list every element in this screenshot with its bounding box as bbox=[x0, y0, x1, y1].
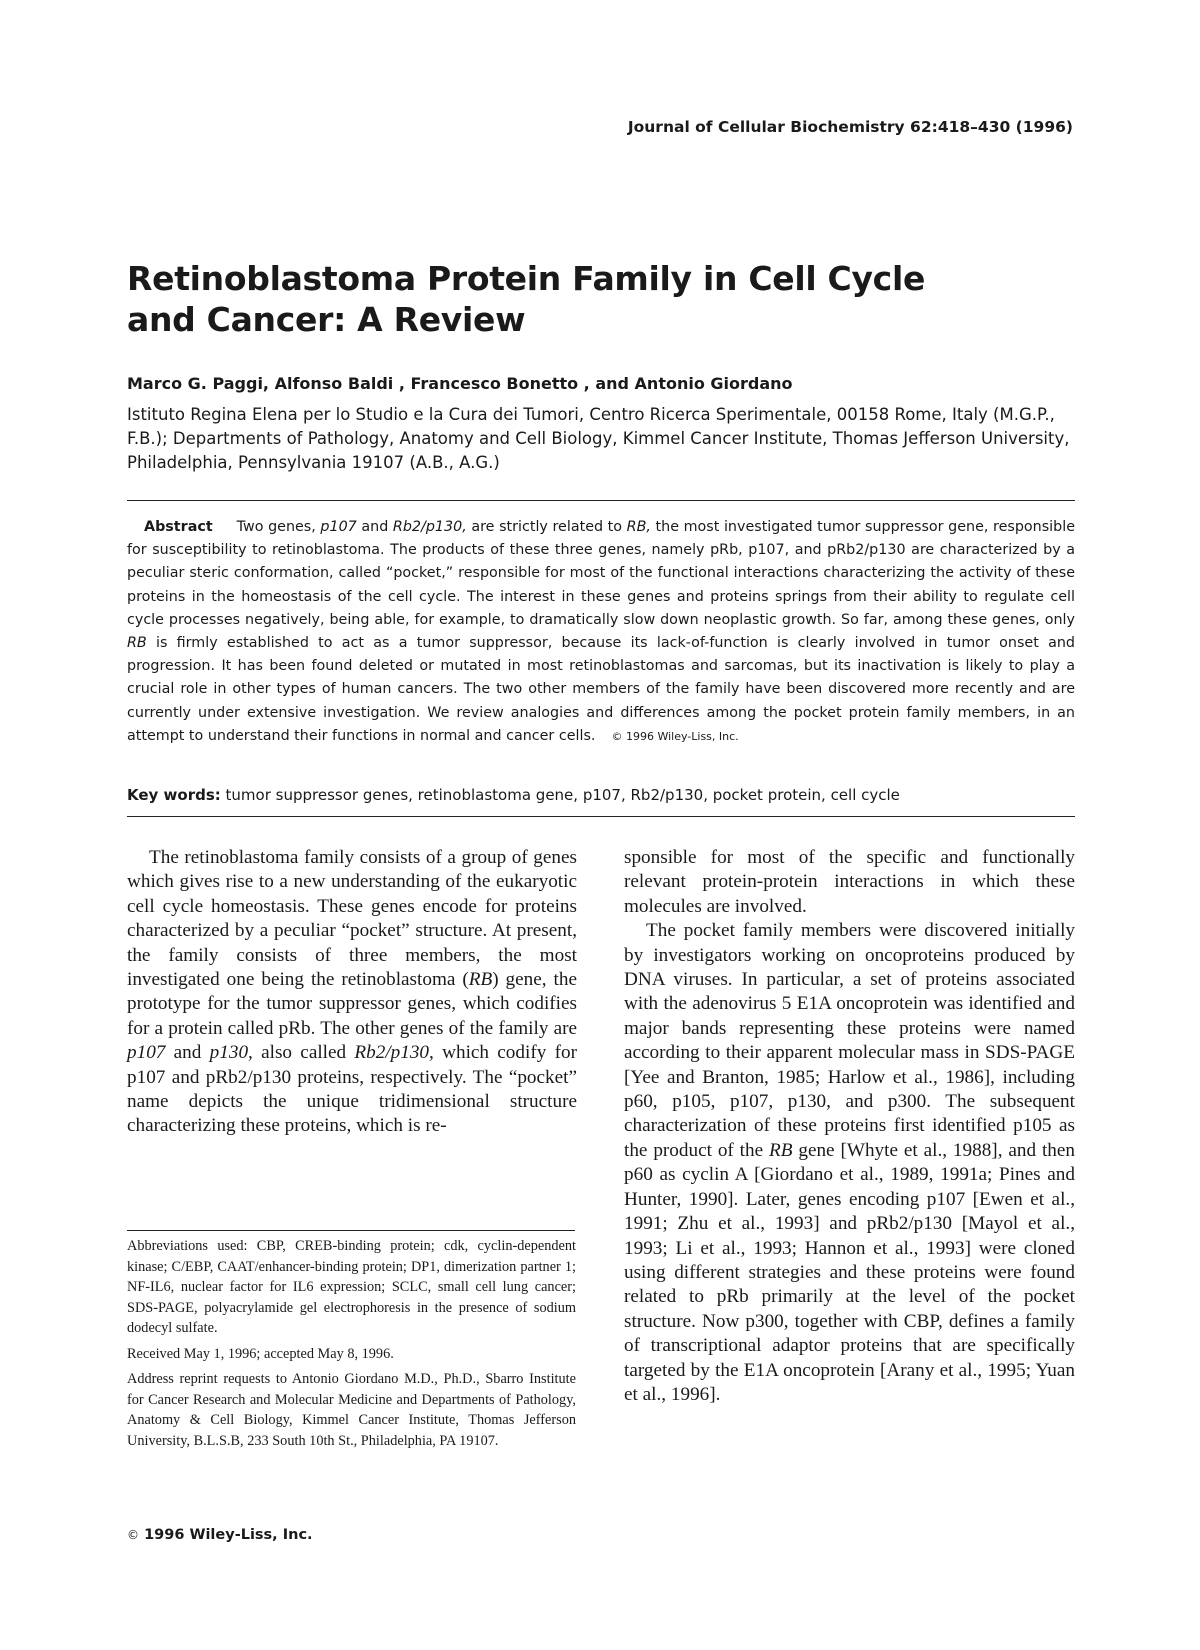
copyright-symbol: © bbox=[127, 1528, 139, 1542]
text-run: The pocket family members were discovered initially by investigators working on oncoproteins produced by DNA viruses. In particular, a set of proteins associated with the adenovirus 5 E1A oncoprotein was identified and major bands representing these proteins were named according to their apparent molecular mass in SDS-PAGE [Yee and Branton, 1985; Harlow et al., 1986], including p60, p105, p107, p130, and p300. The subsequent characterization of these proteins first identified p105 as the product of the bbox=[624, 920, 1075, 1161]
footnote-address: Address reprint requests to Antonio Giordano M.D., Ph.D., Sbarro Institute for Cancer Research and Molecular Medicine and Departments of Pathology, Anatomy & Cell Biology, Kimmel Cancer Institute, Thomas Jefferson University, B.L.S.B, 233 South 10th St., Philadelphia, PA 19107. bbox=[127, 1371, 576, 1449]
abstract-label: Abstract bbox=[144, 519, 213, 535]
text-run: The retinoblastoma family consists of a group of genes which gives rise to a new understanding of the eukaryotic cell cycle homeostasis. These genes encode for proteins characterized by a peculiar “pocket” structure. At present, the family consists of three members, the most investigated one being the retinoblastoma ( bbox=[127, 847, 577, 991]
title-line-1: Retinoblastoma Protein Family in Cell Cycle bbox=[127, 259, 926, 298]
divider-bottom bbox=[127, 816, 1075, 817]
abstract bbox=[127, 516, 1075, 748]
text-run: which codify for p107 and pRb2/p130 proteins, respectively. The “pocket” name depicts the unique tridimensional structure characterizing these proteins, which is re- bbox=[127, 1042, 577, 1137]
keywords-text: tumor suppressor genes, retinoblastoma gene, p107, Rb2/p130, pocket protein, cell cycle bbox=[225, 786, 900, 804]
text-run: and bbox=[165, 1042, 210, 1064]
italic-term: p130, bbox=[209, 1042, 253, 1064]
journal-citation: Journal of Cellular Biochemistry 62:418–430 (1996) bbox=[627, 118, 1073, 136]
body-paragraph bbox=[624, 919, 1075, 1407]
article-title bbox=[127, 258, 1027, 340]
abstract-text bbox=[127, 519, 1075, 744]
page-footer bbox=[127, 1527, 313, 1543]
italic-term: RB bbox=[127, 635, 147, 652]
author-list: Marco G. Paggi, Alfonso Baldi , Francesco Bonetto , and Antonio Giordano bbox=[127, 374, 793, 393]
text-run: Two genes, bbox=[236, 519, 321, 535]
italic-term: RB, bbox=[626, 519, 651, 535]
italic-term: Rb2/p130, bbox=[354, 1042, 434, 1064]
footnote-received: Received May 1, 1996; accepted May 8, 1996. bbox=[127, 1345, 394, 1362]
text-run: gene [Whyte et al., 1988], and then p60 as cyclin A [Giordano et al., 1989, 1991a; Pines and Hunter, 1990]. Later, genes encoding p107 [Ewen et al., 1991; Zhu et al., 1993] and pRb2/p130 [Mayol et al., 1993; Li et al., 1993; Hannon et al., 1993] were cloned using different strategies and these proteins were found related to pRb primarily at the level of the pocket structure. Now p300, together with CBP, defines a family of transcriptional adaptor proteins that are specifically targeted by the E1A oncoprotein [Arany et al., 1995; Yuan et al., 1996]. bbox=[624, 1139, 1075, 1405]
italic-term: RB bbox=[769, 1139, 793, 1161]
keywords bbox=[127, 786, 900, 804]
text-run: ) gene, the prototype for the tumor suppressor genes, which codifies for a protein called pRb. The other genes of the family are bbox=[127, 969, 577, 1039]
text-run: the most investigated tumor suppressor gene, responsible for susceptibility to retinoblastoma. The products of these three genes, namely pRb, p107, and pRb2/p130 are characterized by a peculiar steric conformation, called “pocket,” responsible for most of the functional interactions characterizing the activity of these proteins in the homeostasis of the cell cycle. The interest in these genes and proteins springs from their ability to regulate cell cycle processes negatively, being able, for example, to dramatically slow down neoplastic growth. So far, among these genes, only bbox=[127, 519, 1075, 628]
footnotes bbox=[127, 1236, 576, 1456]
body-paragraph bbox=[624, 846, 1075, 919]
text-run: and bbox=[356, 519, 393, 535]
text-run: are strictly related to bbox=[466, 519, 627, 535]
footnote-abbreviations: Abbreviations used: CBP, CREB-binding protein; cdk, cyclin-dependent kinase; C/EBP, CAAT/enhancer-binding protein; DP1, dimerization partner 1; NF-IL6, nuclear factor for IL6 expression; SCLC, small cell lung cancer; SDS-PAGE, polyacrylamide gel electrophoresis in the presence of sodium dodecyl sulfate. bbox=[127, 1238, 576, 1336]
italic-term: p107 bbox=[320, 519, 357, 535]
keywords-label: Key words: bbox=[127, 786, 221, 804]
text-run: sponsible for most of the specific and functionally relevant protein-protein interactions in which these molecules are involved. bbox=[624, 847, 1075, 917]
divider-top bbox=[127, 500, 1075, 501]
italic-term: RB bbox=[468, 969, 493, 991]
italic-term: Rb2/p130, bbox=[392, 519, 467, 535]
body-paragraph bbox=[127, 846, 577, 1139]
italic-term: p107 bbox=[127, 1042, 166, 1064]
title-line-2: and Cancer: A Review bbox=[127, 300, 526, 339]
affiliations: Istituto Regina Elena per lo Studio e la Cura dei Tumori, Centro Ricerca Sperimentale, 00158 Rome, Italy (M.G.P., F.B.); Departments of Pathology, Anatomy and Cell Biology, Kimmel Cancer Institute, Thomas Jefferson University, Philadelphia, Pennsylvania 19107 (A.B., A.G.) bbox=[127, 405, 1070, 472]
abstract-copyright: © 1996 Wiley-Liss, Inc. bbox=[611, 729, 739, 743]
body-column-left bbox=[127, 846, 577, 1139]
body-column-right bbox=[624, 846, 1075, 1407]
footer-copyright: 1996 Wiley-Liss, Inc. bbox=[144, 1527, 313, 1543]
footnote-divider bbox=[127, 1230, 575, 1231]
text-run: is firmly established to act as a tumor suppressor, because its lack-of-function is clearly involved in tumor onset and progression. It has been found deleted or mutated in most retinoblastomas and sarcomas, but its inactivation is likely to play a crucial role in other types of human cancers. The two other members of the family have been discovered more recently and are currently under extensive investigation. We review analogies and differences among the pocket protein family members, in an attempt to understand their functions in normal and cancer cells. bbox=[127, 635, 1075, 744]
text-run: also called bbox=[252, 1042, 355, 1064]
